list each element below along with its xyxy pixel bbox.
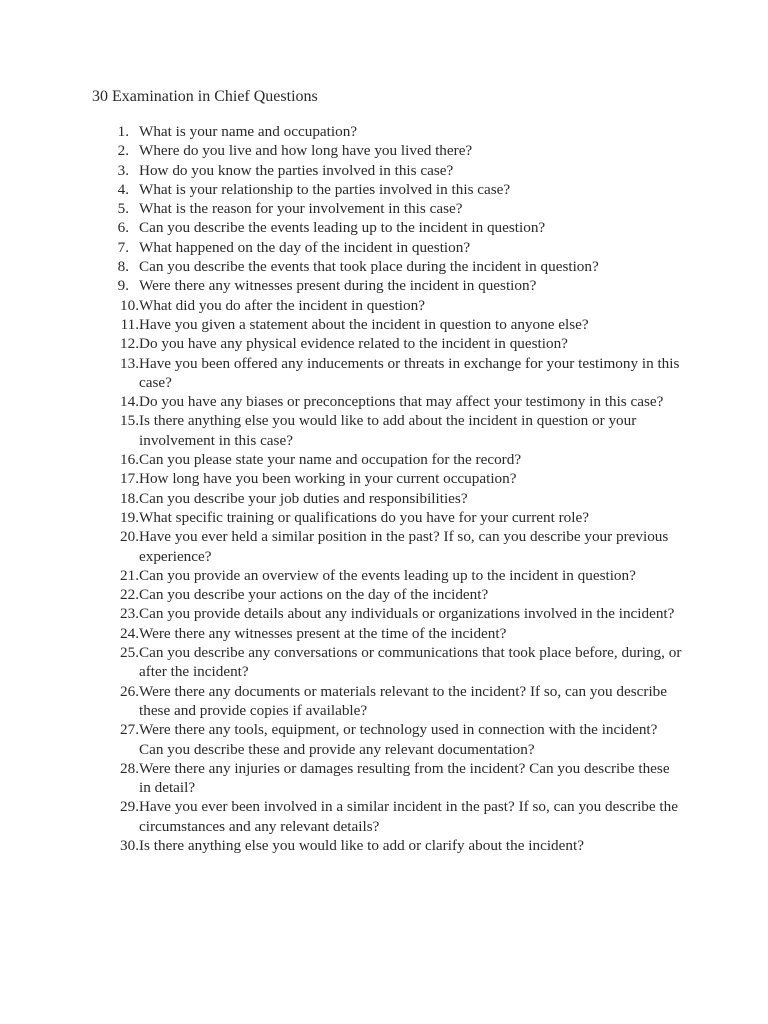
question-item	[120, 334, 684, 353]
question-text: Were there any injuries or damages resulting from the incident? Can you describe these in detail?	[139, 759, 670, 797]
question-text: Do you have any biases or preconceptions that may affect your testimony in this case?	[139, 393, 664, 411]
question-number: 23.	[120, 605, 139, 623]
question-item	[120, 527, 684, 566]
question-number: 27.	[120, 721, 139, 739]
question-number: 7.	[117, 238, 129, 256]
question-item	[120, 296, 684, 315]
question-text: Can you please state your name and occupation for the record?	[139, 451, 522, 469]
question-text: How long have you been working in your current occupation?	[139, 470, 517, 488]
question-number: 17.	[120, 470, 139, 488]
question-number: 4.	[117, 180, 129, 198]
question-item	[117, 180, 684, 199]
question-number: 12.	[120, 335, 139, 353]
question-item	[120, 643, 684, 682]
question-text: Is there anything else you would like to add or clarify about the incident?	[139, 836, 584, 854]
question-text: How do you know the parties involved in this case?	[139, 161, 454, 179]
question-number: 18.	[120, 489, 139, 507]
question-item	[120, 315, 684, 334]
question-item	[120, 354, 684, 393]
question-text: Were there any witnesses present at the time of the incident?	[139, 624, 507, 642]
question-number: 16.	[120, 451, 139, 469]
question-text: Do you have any physical evidence related to the incident in question?	[139, 335, 568, 353]
question-item	[117, 141, 684, 160]
question-text: Have you ever been involved in a similar incident in the past? If so, can you describe the circumstances and any relevant details?	[139, 798, 678, 835]
question-item	[120, 797, 684, 836]
question-item	[120, 604, 684, 623]
question-item	[120, 624, 684, 643]
question-text: Can you describe any conversations or communications that took place before, during, or after the incident?	[139, 644, 682, 681]
question-number: 5.	[117, 200, 129, 218]
question-number: 6.	[117, 219, 129, 237]
question-text: What is the reason for your involvement in this case?	[139, 200, 463, 218]
question-text: What is your name and occupation?	[139, 123, 358, 140]
question-number: 28.	[120, 759, 139, 777]
question-text: Were there any tools, equipment, or technology used in connection with the incident? Can you describe these and provide any relevant documentation?	[139, 721, 658, 758]
question-item	[117, 161, 684, 180]
question-text: Have you ever held a similar position in the past? If so, can you describe your previous experience?	[139, 528, 669, 565]
question-number: 13.	[120, 354, 139, 372]
question-text: Can you provide details about any individuals or organizations involved in the incident?	[139, 605, 675, 623]
question-number: 10.	[120, 296, 139, 314]
question-number: 20.	[120, 528, 139, 546]
question-text: What specific training or qualifications do you have for your current role?	[139, 508, 589, 526]
question-item	[120, 836, 684, 855]
question-item	[117, 199, 684, 218]
question-number: 2.	[117, 142, 129, 160]
question-number: 14.	[120, 393, 139, 411]
question-number: 30.	[120, 836, 139, 854]
question-text: Have you been offered any inducements or threats in exchange for your testimony in this case?	[139, 354, 680, 391]
question-text: What did you do after the incident in question?	[139, 296, 425, 314]
question-number: 11.	[120, 315, 139, 333]
question-item	[117, 257, 684, 276]
question-text: Were there any witnesses present during the incident in question?	[139, 277, 537, 295]
question-list	[117, 122, 684, 855]
question-text: Have you given a statement about the incident in question to anyone else?	[139, 315, 589, 333]
question-item	[120, 392, 684, 411]
question-item	[120, 759, 684, 798]
question-text: Where do you live and how long have you lived there?	[139, 142, 473, 160]
question-number: 21.	[120, 566, 139, 584]
question-text: Can you describe your actions on the day of the incident?	[139, 586, 489, 604]
question-item	[120, 411, 684, 450]
question-item	[117, 238, 684, 257]
question-item	[120, 469, 684, 488]
question-item	[120, 585, 684, 604]
question-item	[120, 489, 684, 508]
question-item	[120, 508, 684, 527]
question-number: 29.	[120, 798, 139, 816]
question-item	[120, 566, 684, 585]
question-text: Can you describe the events leading up to the incident in question?	[139, 219, 546, 237]
question-number: 22.	[120, 586, 139, 604]
question-text: Can you describe the events that took place during the incident in question?	[139, 258, 599, 276]
question-text: Is there anything else you would like to add about the incident in question or your involvement in this case?	[139, 412, 637, 449]
question-number: 8.	[117, 258, 129, 276]
question-number: 24.	[120, 624, 139, 642]
question-number: 26.	[120, 682, 139, 700]
question-text: Can you describe your job duties and responsibilities?	[139, 489, 468, 507]
question-item	[117, 218, 684, 237]
document-title: 30 Examination in Chief Questions	[92, 88, 318, 105]
question-item	[120, 682, 684, 721]
question-number: 15.	[120, 412, 139, 430]
question-text: What happened on the day of the incident in question?	[139, 238, 471, 256]
question-item	[117, 122, 684, 141]
question-number: 19.	[120, 508, 139, 526]
question-text: What is your relationship to the parties involved in this case?	[139, 180, 511, 198]
question-item	[117, 276, 684, 295]
question-number: 25.	[120, 644, 139, 662]
question-number: 3.	[117, 161, 129, 179]
question-number: 9.	[117, 277, 129, 295]
question-number: 1.	[117, 123, 129, 140]
question-item	[120, 720, 684, 759]
question-item	[120, 450, 684, 469]
question-text: Can you provide an overview of the events leading up to the incident in question?	[139, 566, 636, 584]
question-text: Were there any documents or materials relevant to the incident? If so, can you describe these and provide copies if available?	[139, 682, 668, 719]
